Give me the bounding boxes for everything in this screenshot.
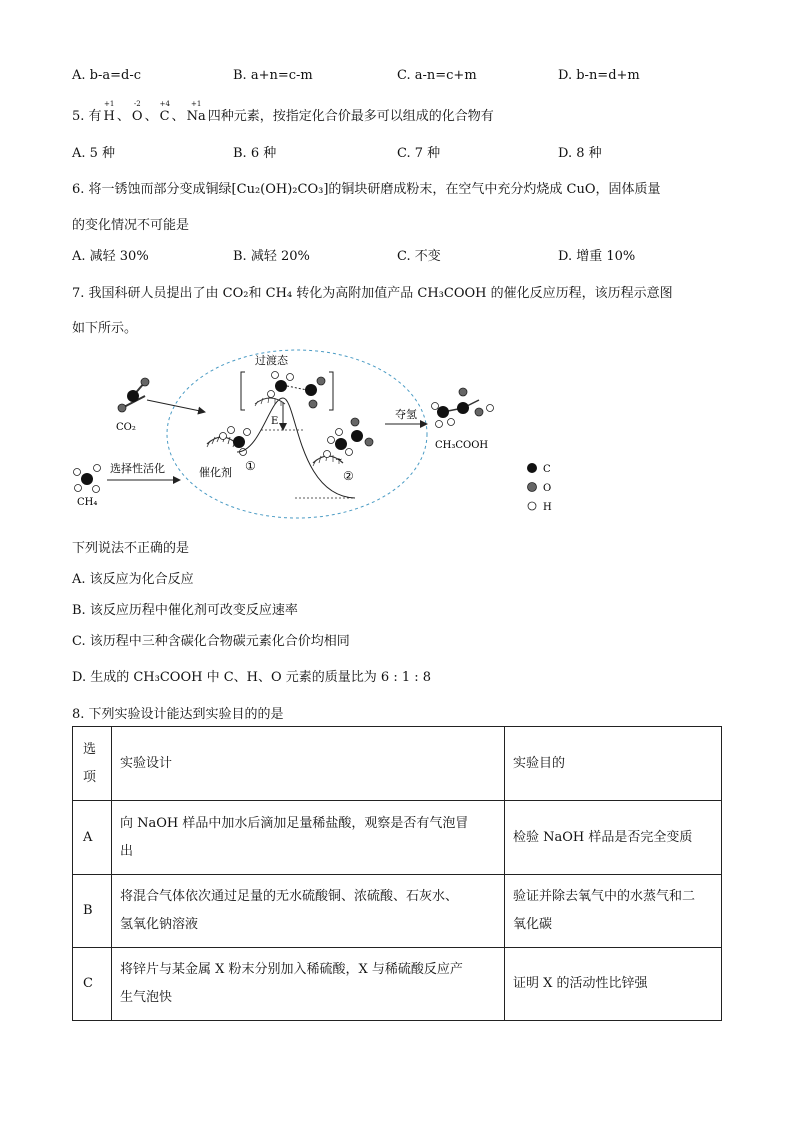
q5-number: 5. 有 bbox=[72, 109, 102, 124]
q5-stem: 5. 有 +1 H 、 -2 O 、 +4 C 、 +1 Na 四种元素，按指定化合价最多可以组成的化合物有 bbox=[72, 100, 494, 124]
q5-option-a: A. 5 种 bbox=[72, 146, 116, 161]
row-design: 将混合气体依次通过足量的无水硫酸铜、浓硫酸、石灰水、 氢氧化钠溶液 bbox=[112, 875, 505, 948]
q4-option-d: D. b-n=d+m bbox=[558, 68, 640, 83]
q4-option-a: A. b-a=d-c bbox=[72, 68, 142, 83]
q6-option-d: D. 增重 10% bbox=[558, 249, 636, 264]
q6-stem-line1: 6. 将一锈蚀而部分变成铜绿[Cu₂(OH)₂CO₃]的铜块研磨成粉末，在空气中充分灼烧成 CuO，固体质量 bbox=[72, 182, 661, 197]
q6-option-b: B. 减轻 20% bbox=[233, 249, 310, 264]
q6-formula: [Cu₂(OH)₂CO₃] bbox=[231, 182, 329, 197]
header-design: 实验设计 bbox=[112, 727, 505, 801]
q5-option-c: C. 7 种 bbox=[397, 146, 441, 161]
q5-option-b: B. 6 种 bbox=[233, 146, 277, 161]
q7-stem-line2: 如下所示。 bbox=[72, 321, 138, 336]
experiment-table bbox=[72, 726, 722, 1021]
q7-option-c: C. 该历程中三种含碳化合物碳元素化合价均相同 bbox=[72, 634, 350, 649]
q7-stem-line1: 7. 我国科研人员提出了由 CO₂和 CH₄ 转化为高附加值产品 CH₃COOH 的催化反应历程，该历程示意图 bbox=[72, 286, 673, 301]
reaction-region-ellipse bbox=[167, 350, 427, 518]
svg-text:~: ~ bbox=[335, 455, 343, 465]
co2-arrow bbox=[147, 400, 205, 412]
co2-label: CO₂ bbox=[116, 422, 136, 433]
q8-stem: 8. 下列实验设计能达到实验目的的是 bbox=[72, 707, 284, 722]
q7-option-d: D. 生成的 CH₃COOH 中 C、H、O 元素的质量比为 6 : 1 : 8 bbox=[72, 670, 432, 685]
q4-option-c: C. a-n=c+m bbox=[397, 68, 477, 83]
row-purpose: 验证并除去氧气中的水蒸气和二 氧化碳 bbox=[505, 875, 722, 948]
transition-state-label: 过渡态 bbox=[255, 354, 288, 367]
row-design: 向 NaOH 样品中加水后滴加足量稀盐酸，观察是否有气泡冒 出 bbox=[112, 801, 505, 875]
legend-c-swatch bbox=[527, 463, 537, 473]
dehydrogenation-label: 夺氢 bbox=[395, 408, 417, 421]
product-label: CH₃COOH bbox=[435, 440, 489, 451]
legend-h-label: H bbox=[543, 502, 552, 513]
step-1-label: ① bbox=[245, 459, 256, 473]
header-option: 选 项 bbox=[73, 727, 112, 801]
activation-label: 选择性活化 bbox=[110, 462, 165, 475]
q6-option-a: A. 减轻 30% bbox=[72, 249, 149, 264]
q5-element-o: -2 O bbox=[131, 100, 143, 124]
legend-c-label: C bbox=[543, 464, 551, 475]
q5-element-c: +4 C bbox=[159, 100, 170, 124]
table-row bbox=[73, 948, 722, 1021]
q5-element-h: +1 H bbox=[103, 100, 115, 124]
q5-option-d: D. 8 种 bbox=[558, 146, 602, 161]
row-purpose: 检验 NaOH 样品是否完全变质 bbox=[505, 801, 722, 875]
ch4-molecule bbox=[74, 465, 101, 493]
q4-option-b: B. a+n=c-m bbox=[233, 68, 313, 83]
step-2-label: ② bbox=[343, 469, 354, 483]
ch4-label: CH₄ bbox=[77, 497, 98, 508]
q7-option-a: A. 该反应为化合反应 bbox=[72, 572, 194, 587]
energy-label: E bbox=[271, 416, 279, 427]
q5-element-na: +1 Na bbox=[186, 100, 206, 124]
q5-stem-tail: 四种元素，按指定化合价最多可以组成的化合物有 bbox=[207, 109, 494, 124]
ch3cooh-molecule bbox=[432, 388, 494, 428]
legend bbox=[527, 463, 552, 513]
legend-o-label: O bbox=[543, 483, 552, 494]
catalyst-label: 催化剂 bbox=[199, 466, 232, 479]
legend-h-swatch bbox=[528, 502, 536, 510]
co2-molecule bbox=[118, 378, 149, 412]
row-design: 将锌片与某金属 X 粉末分别加入稀硫酸，X 与稀硫酸反应产 生气泡快 bbox=[112, 948, 505, 1021]
q6-stem-line2: 的变化情况不可能是 bbox=[72, 218, 190, 233]
row-option: C bbox=[73, 948, 112, 1021]
table-row bbox=[73, 875, 722, 948]
row-option: A bbox=[73, 801, 112, 875]
q7-question: 下列说法不正确的是 bbox=[72, 541, 190, 556]
row-purpose: 证明 X 的活动性比锌强 bbox=[505, 948, 722, 1021]
q7-option-b: B. 该反应历程中催化剂可改变反应速率 bbox=[72, 603, 298, 618]
table-row bbox=[73, 801, 722, 875]
table-header-row bbox=[73, 727, 722, 801]
q6-option-c: C. 不变 bbox=[397, 249, 441, 264]
row-option: B bbox=[73, 875, 112, 948]
reaction-mechanism-diagram bbox=[65, 348, 565, 523]
header-purpose: 实验目的 bbox=[505, 727, 722, 801]
legend-o-swatch bbox=[528, 483, 537, 492]
